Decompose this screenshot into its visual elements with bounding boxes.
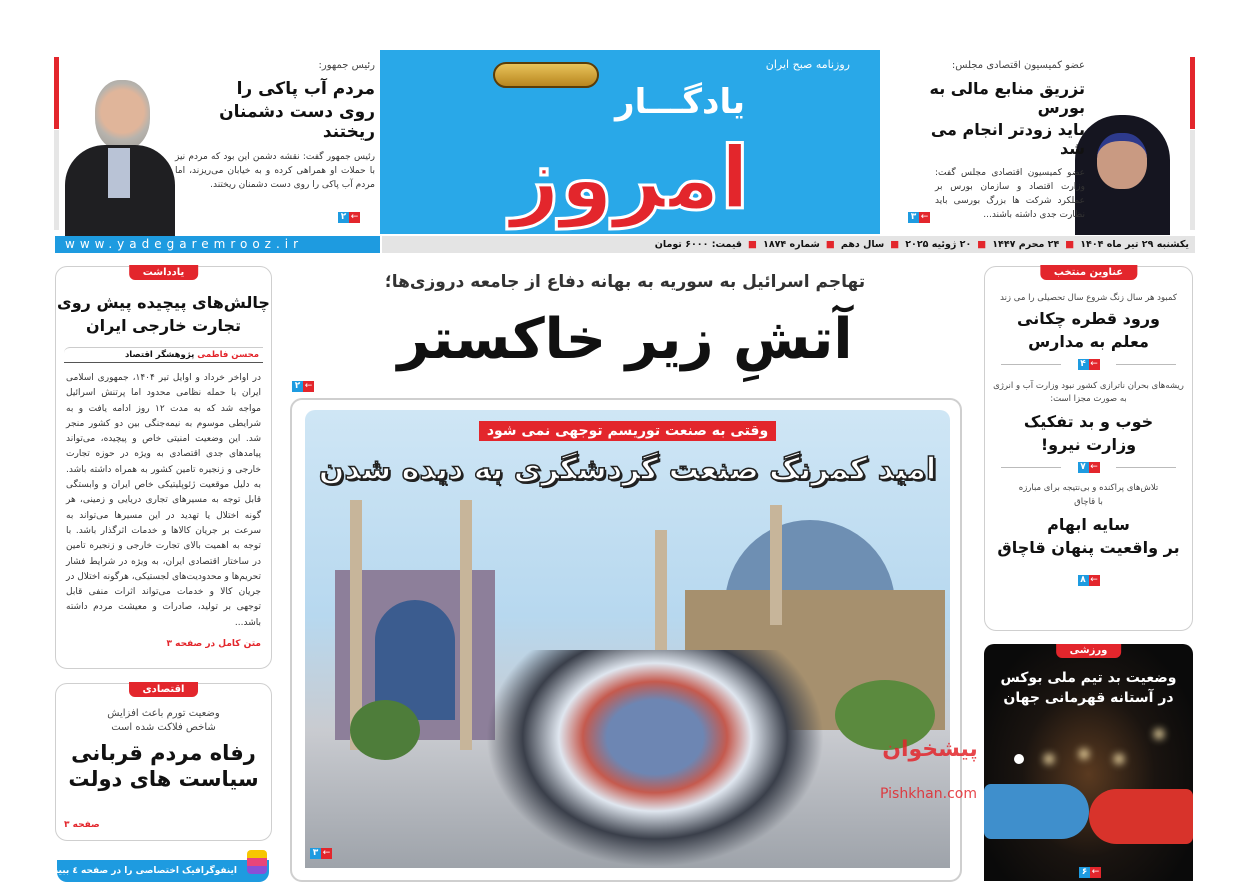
section-tag: ورزشی xyxy=(1056,644,1122,658)
photo-story-headline: امید کمرنگ صنعت گردشگری به دیده شدن xyxy=(318,452,937,487)
infographic-icon xyxy=(247,850,267,874)
page-ref[interactable]: ۳ ← xyxy=(908,212,930,223)
headline[interactable]: در آستانه قهرمانی جهان xyxy=(1003,690,1174,706)
kicker: کمبود هر سال زنگ شروع سال تحصیلی را می زند xyxy=(1000,293,1177,303)
slogan: روزنامه صبح ایران xyxy=(765,58,850,71)
page-ref[interactable]: ۸ ← xyxy=(1078,575,1100,586)
main-headline: آتشِ زیر خاکستر xyxy=(397,307,853,372)
photo-story-header xyxy=(305,420,950,439)
website-url[interactable]: www.yadegaremrooz.ir xyxy=(55,236,380,253)
page-ref[interactable]: ۶ ← xyxy=(1079,867,1101,878)
headline: باید زودتر انجام می شد xyxy=(930,120,1085,158)
date-persian: یکشنبه ۲۹ تیر ماه ۱۴۰۴ xyxy=(1080,239,1189,250)
summary: رئیس جمهور گفت: نقشه دشمن این بود که مردم نیز با حملات او همراهی کرده و به خیابان می‌ریزند، اما مردم آب پاکی را روی دست دشمنان ریختند. xyxy=(175,152,375,190)
editorial-box xyxy=(55,266,272,669)
date-hijri: ۲۴ محرم ۱۴۴۷ xyxy=(992,239,1060,250)
arrow-left-icon: ← xyxy=(350,212,359,222)
red-glove xyxy=(1089,789,1193,844)
section-tag: یادداشت xyxy=(129,265,199,280)
dateline: یکشنبه ۲۹ تیر ماه ۱۴۰۴ ■ ۲۴ محرم ۱۴۴۷ ■ ۲۰ ژوئیه ۲۰۲۵ ■ سال دهم ■ شماره ۱۸۷۴ ■ قیمت: ۶۰۰۰ تومان xyxy=(382,236,1195,253)
watermark-logo: پیشخوان xyxy=(882,737,978,762)
kicker: رئیس جمهور: xyxy=(318,60,375,71)
author-role: پژوهشگر اقتصاد xyxy=(124,350,195,360)
headline: چالش‌های پیچیده پیش روی xyxy=(57,293,270,312)
page-ref[interactable]: ۷ ← xyxy=(1078,462,1100,473)
arrow-left-icon: ← xyxy=(322,848,331,858)
headline[interactable]: بر واقعیت پنهان قاچاق xyxy=(997,538,1180,557)
continue-link[interactable]: متن کامل در صفحه ۳ xyxy=(166,639,261,650)
headline[interactable]: معلم به مدارس xyxy=(1028,332,1149,351)
headline[interactable]: ورود قطره چکانی xyxy=(1017,309,1160,328)
page-ref[interactable]: ۲ ← xyxy=(338,212,360,223)
section-tag: اقتصادی xyxy=(129,682,199,697)
headline: تجارت خارجی ایران xyxy=(85,316,242,335)
sports-box xyxy=(984,644,1193,881)
page-ref[interactable]: ۳ ← xyxy=(310,848,332,859)
masthead-subtitle: یادگـــار xyxy=(615,82,745,122)
author: محسن فاطمی xyxy=(197,350,259,360)
arrow-left-icon: ← xyxy=(304,381,313,391)
kicker: عضو کمیسیون اقتصادی مجلس: xyxy=(951,60,1085,71)
section-tag: عناوین منتخب xyxy=(1040,265,1137,280)
kicker: تلاش‌های پراکنده و بی‌نتیجه برای مبارزه با قاچاق xyxy=(1018,483,1159,507)
top-right-story xyxy=(905,60,1085,222)
watermark-url: Pishkhan.com xyxy=(880,786,977,802)
page-ref[interactable]: ۴ ← xyxy=(1078,359,1100,370)
headline: رفاه مردم قربانی xyxy=(71,741,256,765)
volume: سال دهم xyxy=(840,239,885,250)
accent-bar xyxy=(1190,57,1195,129)
economic-box xyxy=(55,683,272,841)
headline[interactable]: وضعیت بد تیم ملی بوکس xyxy=(1000,670,1177,686)
arrow-left-icon: ← xyxy=(920,212,929,222)
photo-story-tag: وقتی به صنعت توریسم توجهی نمی شود xyxy=(479,421,776,441)
kicker: وضعیت تورم باعث افزایش xyxy=(107,708,220,719)
kicker: شاخص فلاکت شده است xyxy=(111,722,216,733)
issue-number: شماره ۱۸۷۴ xyxy=(763,239,820,250)
page-label[interactable]: صفحه ۳ xyxy=(64,820,100,830)
accent-bar xyxy=(1190,130,1195,230)
top-left-story xyxy=(175,60,375,192)
kicker: ریشه‌های بحران ناترازی کشور نبود وزارت آب و انرژی به صورت مجزا است: xyxy=(993,381,1184,404)
accent-bar xyxy=(54,57,59,129)
date-gregorian: ۲۰ ژوئیه ۲۰۲۵ xyxy=(905,239,972,250)
infographic-banner[interactable]: اینفوگرافیک اختصاصی را در صفحه ٤ ببینید xyxy=(57,860,269,882)
byline xyxy=(64,347,263,363)
president-photo xyxy=(60,60,175,236)
headline: روی دست دشمنان ریختند xyxy=(219,102,375,142)
blue-glove xyxy=(984,784,1089,839)
price: قیمت: ۶۰۰۰ تومان xyxy=(654,239,743,250)
headline[interactable]: سایه ابهام xyxy=(1047,515,1130,534)
editorial-body: در اواخر خرداد و اوایل تیر ۱۴۰۴، جمهوری اسلامی ایران با حمله نظامی محدود اما پرتنش اسرائیل مواجه شد که به مدت ۱۲ روز ادامه یافت و به شرایطی موسوم به نیمه‌جنگی بین دو کشور منجر شد. این وضعیت امنیتی خاص و پیچیده، می‌تواند پیامدهای جدی اقتصادی به ویژه در حوزه تجارت خارجی و زنجیره تامین کشور به همراه داشته باشد. به دلیل موقعیت ژئوپلیتیکی خاص ایران و وابستگی قابل توجه به مسیرهای تجاری دریایی و زمینی، هر گونه اختلال یا تهدید در این مسیرها می‌تواند به سرعت بر جریان کالاها و خدمات اثرگذار باشد. با توجه به اهمیت بالای تجارت خارجی و زنجیره تامین در ساختار اقتصادی ایران، به ویژه در شرایط فشار تحریم‌ها و محدودیت‌های لجستیکی، هرگونه اختلال در جریان کالا و خدمات می‌تواند اثرات منفی قابل توجهی بر تولید، صادرات و معیشت مردم داشته باشد... xyxy=(66,373,261,628)
accent-bar xyxy=(54,130,59,230)
summary: عضو کمیسیون اقتصادی مجلس گفت: وزارت اقتصاد و سازمان بورس بر عملکرد شرکت ها بزرگ بورسی باید نظارت جدی داشته باشند... xyxy=(935,168,1085,220)
masthead-logo: امروز xyxy=(510,129,750,229)
headline[interactable]: خوب و بد تفکیک xyxy=(1023,412,1154,431)
headline: سیاست های دولت xyxy=(68,767,259,791)
main-kicker: تهاجم اسرائیل به سوریه به بهانه دفاع از جامعه دروزی‌ها؛ xyxy=(384,272,866,292)
headline: مردم آب پاکی را xyxy=(236,79,375,99)
headline[interactable]: وزارت نیرو! xyxy=(1040,435,1137,454)
headline: تزریق منابع مالی به بورس xyxy=(929,79,1085,117)
selected-headlines-box xyxy=(984,266,1193,631)
page-ref[interactable]: ۲ ← xyxy=(292,381,314,392)
